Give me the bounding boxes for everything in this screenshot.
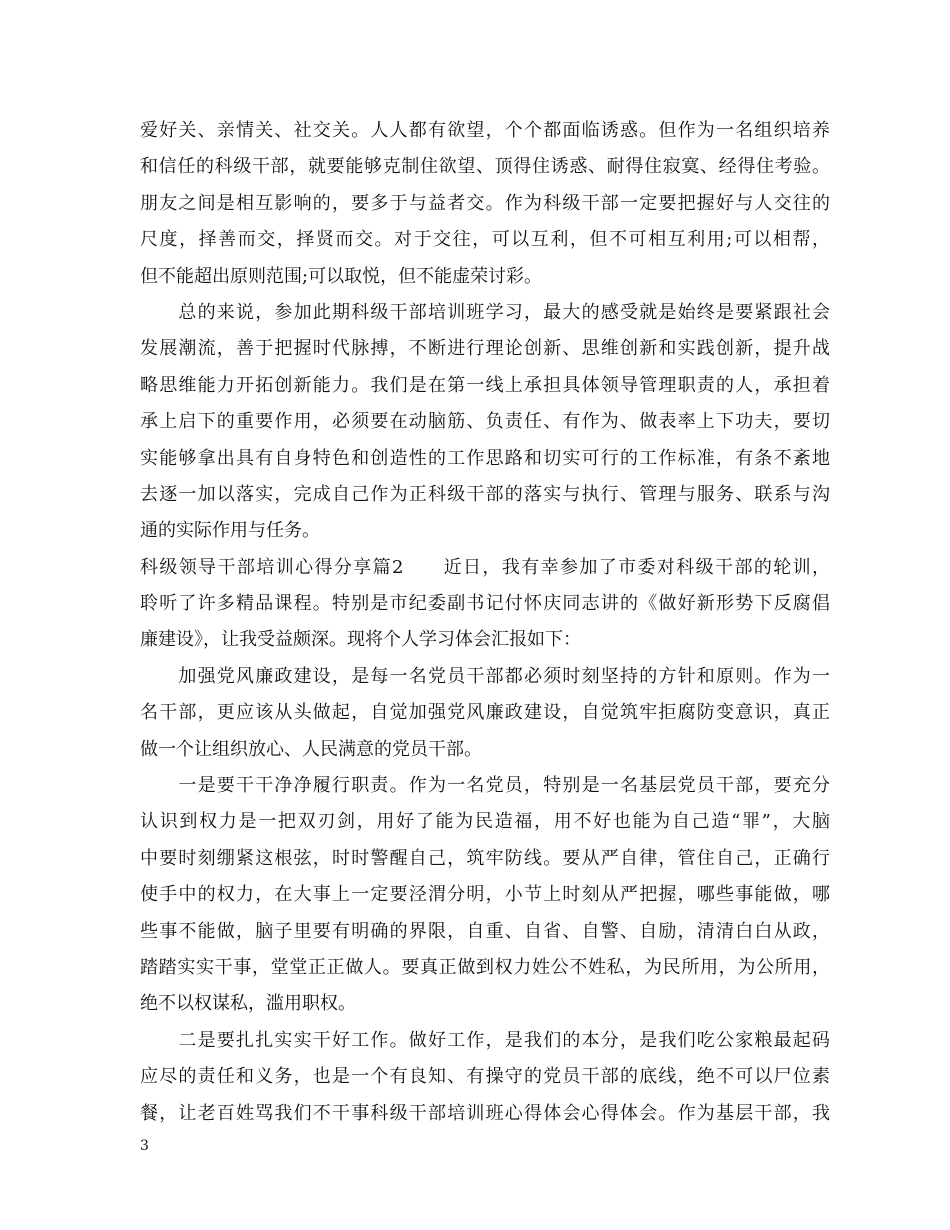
text-line: 使手中的权力，在大事上一定要泾渭分明，小节上时刻从严把握，哪些事能做，哪 [140, 884, 830, 906]
text-line: 餐，让老百姓骂我们不干事科级干部培训班心得体会心得体会。作为基层干部，我 [140, 1102, 830, 1124]
text-line: 绝不以权谋私，滥用职权。 [140, 993, 356, 1015]
text-line: 些事不能做，脑子里要有明确的界限，自重、自省、自警、自励，清清白白从政， [140, 920, 830, 942]
text-line: 廉建设》，让我受益颇深。现将个人学习体会汇报如下： [140, 629, 581, 651]
text-line: 踏踏实实干事，堂堂正正做人。要真正做到权力姓公不姓私，为民所用，为公所用， [140, 956, 830, 978]
text-line: 加强党风廉政建设，是每一名党员干部都必须时刻坚持的方针和原则。作为一 [140, 665, 830, 687]
text-line: 发展潮流，善于把握时代脉搏，不断进行理论创新、思维创新和实践创新，提升战 [140, 338, 830, 360]
text-line: 爱好关、亲情关、社交关。人人都有欲望，个个都面临诱惑。但作为一名组织培养 [140, 120, 830, 141]
text-line: 二是要扎扎实实干好工作。做好工作，是我们的本分，是我们吃公家粮最起码 [140, 1029, 830, 1051]
text-line: 应尽的责任和义务，也是一个有良知、有操守的党员干部的底线，绝不可以尸位素 [140, 1066, 830, 1088]
text-line: 承上启下的重要作用，必须要在动脑筋、负责任、有作为、做表率上下功夫，要切 [140, 411, 830, 433]
text-line: 名干部，更应该从头做起，自觉加强党风廉政建设，自觉筑牢拒腐防变意识，真正 [140, 702, 830, 724]
text-line: 科级领导干部培训心得分享篇2 近日，我有幸参加了市委对科级干部的轮训， [140, 556, 830, 578]
text-line: 朋友之间是相互影响的，要多于与益者交。作为科级干部一定要把握好与人交往的 [140, 192, 830, 214]
text-line: 但不能超出原则范围;可以取悦，但不能虚荣讨彩。 [140, 265, 543, 287]
text-line: 总的来说，参加此期科级干部培训班学习，最大的感受就是始终是要紧跟社会 [140, 301, 830, 323]
text-line: 一是要干干净净履行职责。作为一名党员，特别是一名基层党员干部，要充分 [140, 775, 830, 797]
text-line: 认识到权力是一把双刃剑，用好了能为民造福，用不好也能为自己造“罪”，大脑 [140, 811, 830, 833]
text-line: 实能够拿出具有自身特色和创造性的工作思路和切实可行的工作标准，有条不紊地 [140, 447, 830, 469]
text-line: 做一个让组织放心、人民满意的党员干部。 [140, 738, 482, 760]
body-text [140, 113, 830, 1132]
text-line: 去逐一加以落实，完成自己作为正科级干部的落实与执行、管理与服务、联系与沟 [140, 483, 830, 505]
text-line: 通的实际作用与任务。 [140, 520, 320, 542]
page-number: 3 [140, 1138, 149, 1154]
text-line: 和信任的科级干部，就要能够克制住欲望、顶得住诱惑、耐得住寂寞、经得住考验。 [140, 156, 830, 178]
text-line: 中要时刻绷紧这根弦，时时警醒自己，筑牢防线。要从严自律，管住自己，正确行 [140, 847, 830, 869]
text-line: 聆听了许多精品课程。特别是市纪委副书记付怀庆同志讲的《做好新形势下反腐倡 [140, 593, 830, 615]
text-line: 略思维能力开拓创新能力。我们是在第一线上承担具体领导管理职责的人，承担着 [140, 374, 830, 396]
text-line: 尺度，择善而交，择贤而交。对于交往，可以互利，但不可相互利用;可以相帮， [140, 229, 830, 251]
